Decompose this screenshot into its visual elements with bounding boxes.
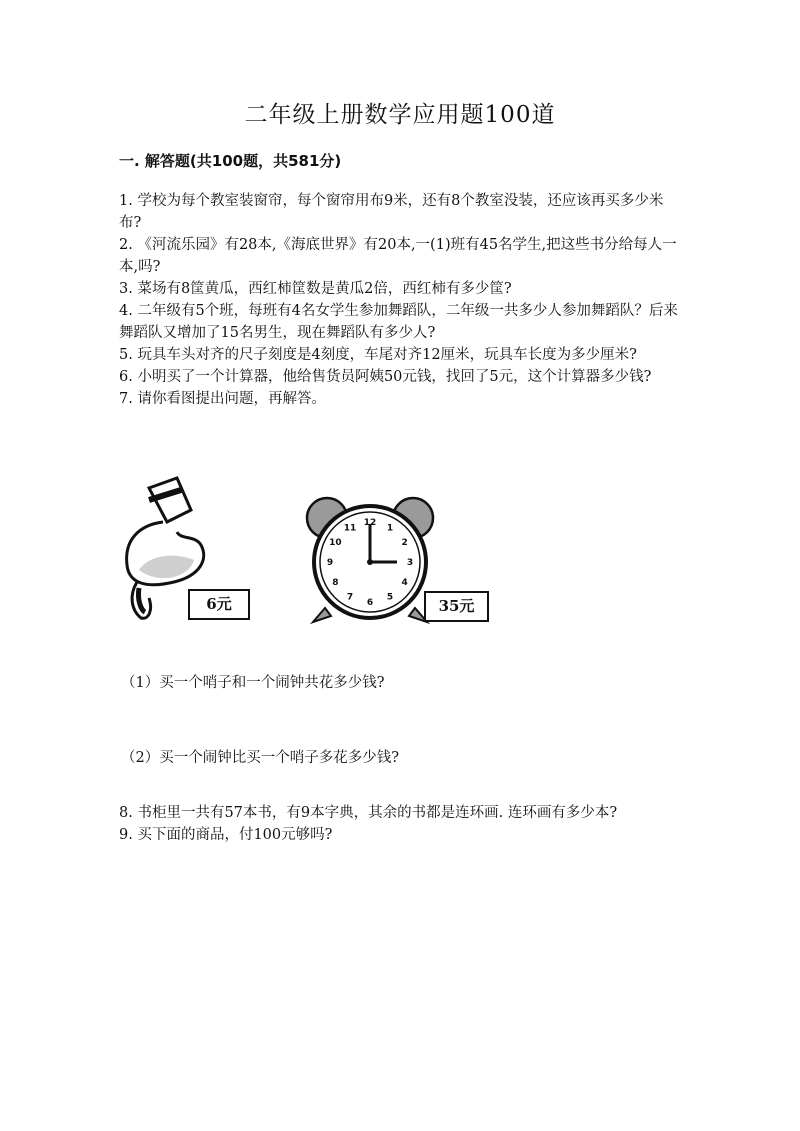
clock-number: 7 <box>346 592 354 603</box>
question-list <box>119 190 679 410</box>
clock-number: 3 <box>406 558 414 568</box>
sub-question-1: （1）买一个哨子和一个闹钟共花多少钱? <box>121 675 385 691</box>
clock-price-tag: 35元 <box>424 591 489 622</box>
clock-number: 10 <box>329 538 342 548</box>
clock-number: 1 <box>386 523 394 534</box>
clock-number: 8 <box>332 578 339 588</box>
clock-number: 9 <box>326 558 334 568</box>
question-2: 2. 《河流乐园》有28本,《海底世界》有20本,一(1)班有45名学生,把这些书分给每人一本,吗? <box>119 237 677 275</box>
clock-number: 6 <box>366 598 374 608</box>
question-1: 1. 学校为每个教室装窗帘，每个窗帘用布9米，还有8个教室没装，还应该再买多少米布? <box>119 193 664 231</box>
page-title: 二年级上册数学应用题100道 <box>244 102 556 128</box>
alarm-clock-icon <box>305 490 435 630</box>
clock-number: 4 <box>401 578 408 588</box>
question-4: 4. 二年级有5个班，每班有4名女学生参加舞蹈队，二年级一共多少人参加舞蹈队？后来舞蹈队又增加了15名男生，现在舞蹈队有多少人? <box>119 303 678 341</box>
question-7: 7. 请你看图提出问题，再解答。 <box>119 391 326 407</box>
clock-number: 11 <box>343 523 357 534</box>
clock-number: 5 <box>386 592 394 603</box>
clock-number: 2 <box>401 538 408 548</box>
question-list-2 <box>119 802 679 846</box>
question-9: 9. 买下面的商品，付100元够吗? <box>119 827 333 843</box>
section-heading: 一. 解答题(共100题，共581分) <box>119 152 342 170</box>
whistle-price-tag: 6元 <box>188 589 250 620</box>
question-8: 8. 书柜里一共有57本书，有9本字典，其余的书都是连环画. 连环画有多少本? <box>119 805 618 821</box>
question-7-figure <box>119 470 499 630</box>
question-3: 3. 菜场有8筐黄瓜，西红柿筐数是黄瓜2倍，西红柿有多少筐? <box>119 281 512 297</box>
question-5: 5. 玩具车头对齐的尺子刻度是4刻度，车尾对齐12厘米，玩具车长度为多少厘米? <box>119 347 637 363</box>
sub-question-2: （2）买一个闹钟比买一个哨子多花多少钱? <box>121 750 399 766</box>
question-6: 6. 小明买了一个计算器，他给售货员阿姨50元钱，找回了5元，这个计算器多少钱? <box>119 369 652 385</box>
clock-number: 12 <box>363 518 377 528</box>
